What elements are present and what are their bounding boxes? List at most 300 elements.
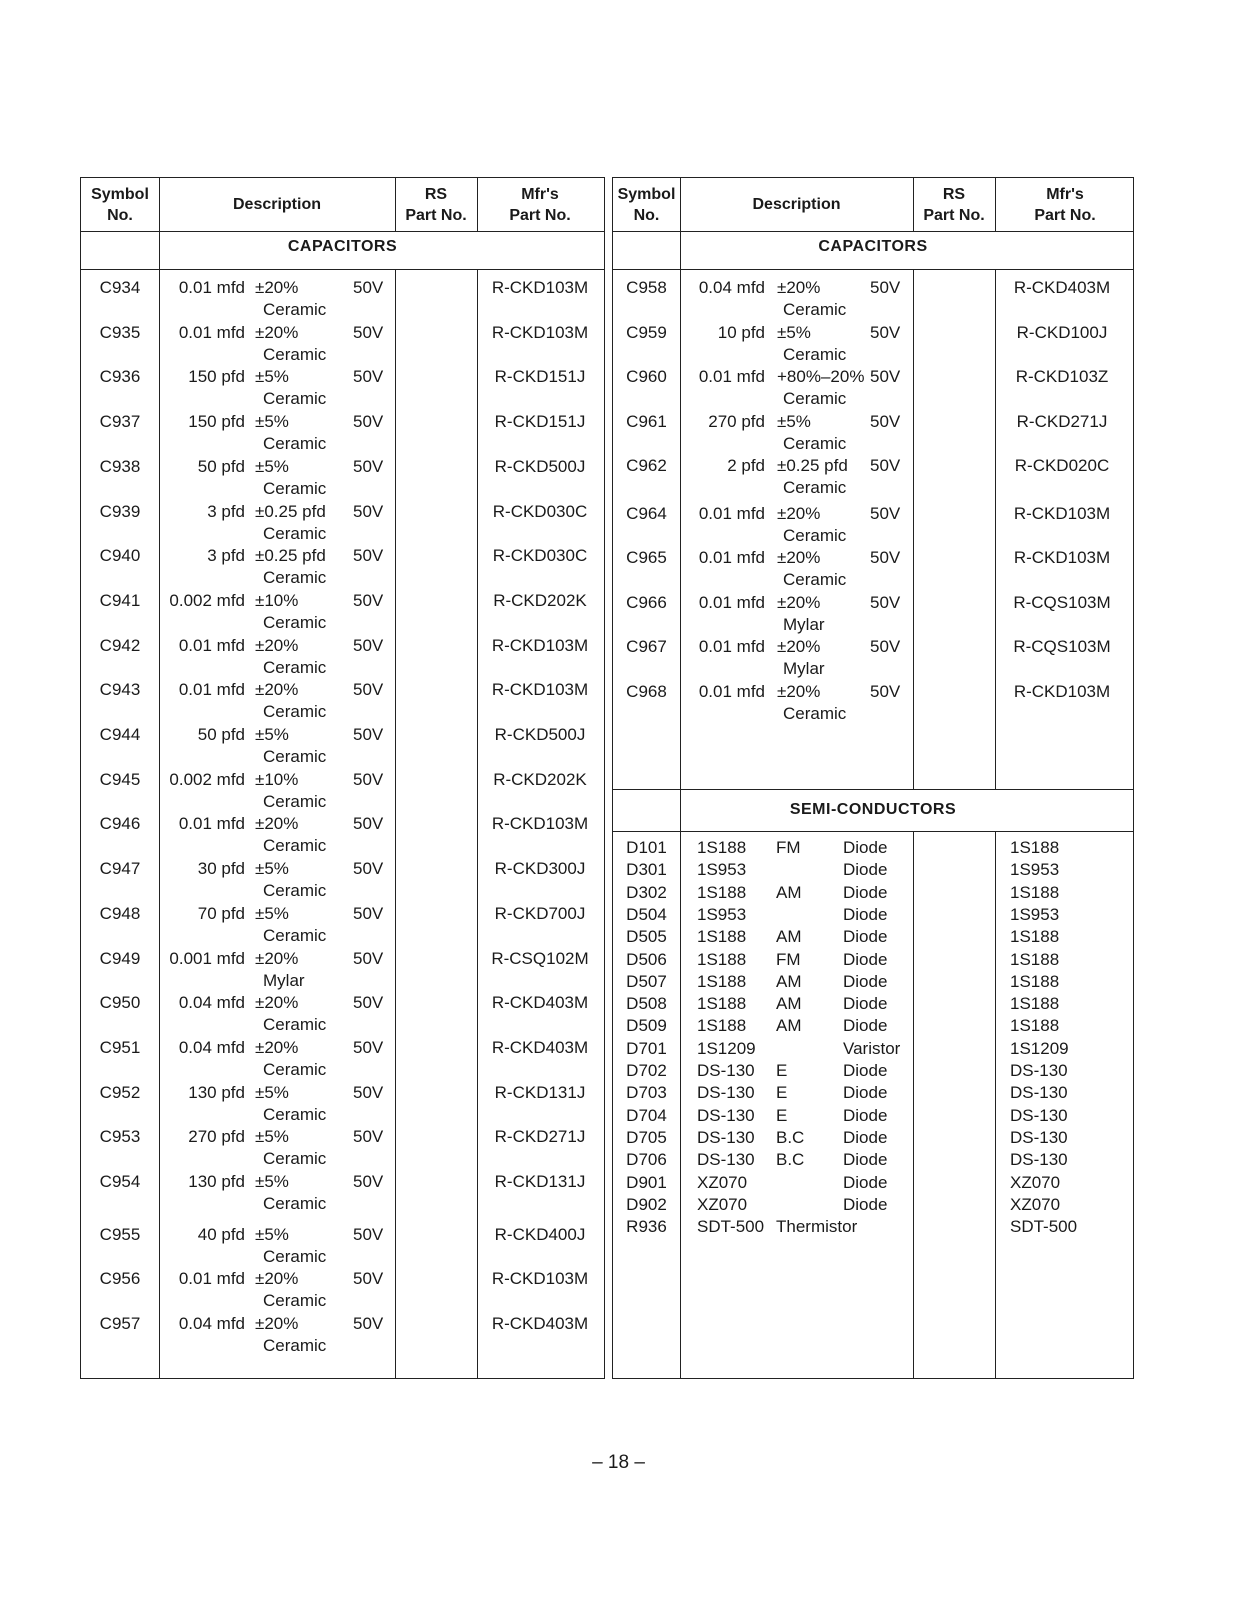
tolerance: ±20% [255,635,299,655]
semiconductor-part: XZ070 [697,1194,748,1214]
capacitor-row [81,725,604,769]
capacitor-row [81,1038,604,1082]
dielectric-type: Ceramic [263,836,327,856]
dielectric-type: Ceramic [783,703,847,723]
mfr-part-no: SDT-500 [1010,1217,1078,1237]
tolerance: ±5% [255,903,289,923]
dielectric-type: Ceramic [783,389,847,408]
voltage-rating: 50V [353,680,384,700]
tolerance: ±0.25 pfd [777,456,848,475]
capacitance-value: 0.01 mfd [178,680,245,700]
dielectric-type: Mylar [783,659,825,678]
symbol-no: C967 [626,637,667,656]
symbol-no: D101 [626,838,667,857]
section-rule [81,269,604,270]
dielectric-type: Ceramic [263,791,327,811]
mfr-part-no: R-CKD103M [491,635,589,655]
tolerance: ±20% [255,278,299,297]
mfr-part-no-header: Mfr's Part No. [1034,185,1096,224]
voltage-rating: 50V [870,411,901,431]
voltage-rating: 50V [353,501,384,521]
mfr-part-no: R-CKD103M [491,278,589,297]
symbol-no: C968 [626,681,667,701]
dielectric-type: Ceramic [263,568,327,588]
voltage-rating: 50V [353,993,384,1013]
tolerance: ±10% [255,769,299,789]
semiconductor-part: 1S188 [697,927,747,947]
dielectric-type: Ceramic [263,478,327,498]
symbol-no: D302 [626,882,667,902]
capacitance-value: 0.002 mfd [169,769,245,789]
voltage-rating: 50V [353,322,384,342]
voltage-rating: 50V [353,278,384,297]
capacitor-row [613,456,1133,500]
description-header: Description [232,196,321,213]
section-rule [613,269,1133,270]
mfr-part-no: R-CSQ102M [491,948,589,968]
symbol-no: C940 [99,546,141,566]
semiconductor-row [613,883,1133,905]
dielectric-type: Ceramic [263,1104,327,1124]
symbol-no: C939 [99,501,141,521]
device-kind: Diode [843,1105,888,1125]
mfr-part-no: R-CKD403M [491,993,589,1013]
capacitance-value: 2 pfd [727,456,765,475]
semiconductor-part: DS-130 [697,1127,755,1147]
band-label: FM [776,838,801,857]
capacitance-value: 3 pfd [207,546,245,566]
capacitor-row [81,278,604,322]
symbol-no: D701 [626,1038,667,1058]
mfr-part-no: XZ070 [1010,1172,1061,1192]
capacitance-value: 270 pfd [188,1127,245,1147]
mfr-part-no: R-CKD103M [1013,503,1111,523]
mfr-part-no: 1S1209 [1010,1038,1069,1058]
capacitor-row [81,1225,604,1269]
symbol-no-header: Symbol No. [617,185,676,224]
dielectric-type: Mylar [783,614,825,634]
tolerance: ±20% [255,322,299,342]
tolerance: ±5% [777,411,811,431]
dielectric-type: Ceramic [263,523,327,543]
capacitor-row [613,367,1133,411]
capacitor-row [613,637,1133,681]
tolerance: ±20% [255,680,299,700]
symbol-no: D706 [626,1150,667,1170]
dielectric-type: Ceramic [263,925,327,945]
mfr-part-no: R-CKD403M [491,1314,589,1334]
symbol-no: D704 [626,1105,667,1125]
semiconductor-part: XZ070 [697,1172,748,1192]
symbol-no: D507 [626,971,667,991]
device-kind: Diode [843,971,888,991]
mfr-part-no: R-CKD500J [494,725,586,744]
dielectric-type: Ceramic [263,344,327,364]
device-kind: Diode [843,994,888,1014]
capacitor-row [81,591,604,635]
symbol-no: C951 [99,1037,141,1057]
capacitor-row [613,323,1133,367]
symbol-no: D703 [626,1083,667,1103]
mfr-part-no: 1S188 [1010,971,1060,991]
voltage-rating: 50V [353,456,384,476]
mfr-part-no: R-CKD100J [1016,322,1108,342]
capacitance-value: 0.04 mfd [178,1037,245,1057]
section-title-capacitors: CAPACITORS [818,238,928,255]
symbol-no: D505 [626,927,667,947]
tolerance: ±5% [255,1127,289,1147]
symbol-no: C964 [626,503,667,523]
voltage-rating: 50V [870,456,901,475]
semiconductor-part: 1S188 [697,949,747,969]
symbol-no: C954 [99,1172,141,1191]
symbol-no: C947 [99,859,141,879]
voltage-rating: 50V [353,725,384,744]
band-label: E [776,1061,788,1080]
capacitor-row [81,1269,604,1313]
dielectric-type: Ceramic [783,570,847,589]
tolerance: ±20% [777,278,821,297]
symbol-no-header: Symbol No. [91,185,149,224]
capacitance-value: 130 pfd [188,1172,245,1191]
mfr-part-no: R-CKD403M [1013,278,1111,297]
symbol-no: D506 [626,949,667,969]
dielectric-type: Ceramic [263,702,327,722]
device-kind: Diode [843,882,888,902]
voltage-rating: 50V [353,1127,384,1147]
band-label: E [776,1105,788,1125]
tolerance: ±5% [777,322,811,342]
capacitor-row [81,770,604,814]
symbol-no: D508 [626,994,667,1014]
semiconductor-row [613,905,1133,927]
mfr-part-no: 1S188 [1010,882,1060,902]
voltage-rating: 50V [870,322,901,342]
device-kind: Diode [843,1194,888,1214]
tolerance: ±20% [777,548,821,567]
band-label: AM [776,882,802,902]
mfr-part-no: R-CKD103M [1013,548,1111,567]
voltage-rating: 50V [870,681,901,701]
dielectric-type: Ceramic [263,1336,327,1356]
rs-part-no-header: RS Part No. [923,185,985,224]
device-kind: Varistor [843,1038,901,1058]
semiconductor-row [613,1039,1133,1061]
capacitance-value: 0.01 mfd [698,637,765,656]
capacitance-value: 0.01 mfd [698,367,765,386]
capacitor-row [81,1083,604,1127]
semiconductor-part: 1S1209 [697,1038,756,1058]
device-kind: Diode [843,1172,888,1192]
mfr-part-no: R-CKD103M [491,322,589,342]
capacitance-value: 0.01 mfd [698,548,765,567]
mfr-part-no-header: Mfr's Part No. [509,185,571,224]
tolerance: ±5% [255,1172,289,1191]
mfr-part-no: R-CKD030C [492,546,588,566]
band-label: E [776,1083,788,1103]
capacitance-value: 0.01 mfd [698,503,765,523]
tolerance: ±20% [255,814,299,834]
band-label: FM [776,949,801,969]
capacitance-value: 0.001 mfd [169,948,245,968]
semiconductor-part: DS-130 [697,1083,755,1103]
capacitance-value: 150 pfd [188,367,245,387]
tolerance: ±20% [777,592,821,612]
header-rule [613,231,1133,232]
tolerance: ±20% [777,503,821,523]
mfr-part-no: R-CKD103M [491,680,589,700]
capacitor-row [81,904,604,948]
header-rule [81,231,604,232]
capacitance-value: 150 pfd [188,412,245,432]
mfr-part-no: R-CKD403M [491,1037,589,1057]
left-parts-table [80,177,605,1379]
semiconductor-row [613,1128,1133,1150]
semiconductor-row [613,972,1133,994]
voltage-rating: 50V [353,948,384,968]
symbol-no: C966 [626,592,667,612]
tolerance: ±5% [255,456,289,476]
mfr-part-no: R-CKD500J [494,456,586,476]
capacitor-row [81,502,604,546]
voltage-rating: 50V [353,859,384,879]
tolerance: ±5% [255,367,289,387]
dielectric-type: Ceramic [263,657,327,677]
dielectric-type: Ceramic [783,478,847,497]
capacitance-value: 50 pfd [197,725,245,744]
symbol-no: C957 [99,1314,141,1334]
semiconductor-part: 1S188 [697,838,747,857]
voltage-rating: 50V [870,637,901,656]
capacitance-value: 0.01 mfd [178,635,245,655]
mfr-part-no: R-CKD700J [494,903,586,923]
description-header: Description [752,196,841,213]
voltage-rating: 50V [353,1037,384,1057]
mfr-part-no: DS-130 [1010,1083,1068,1103]
symbol-no: C949 [99,948,141,968]
semiconductor-part: 1S188 [697,994,747,1014]
mfr-part-no: DS-130 [1010,1061,1068,1080]
mfr-part-no: R-CKD131J [494,1082,586,1102]
semiconductor-row [613,927,1133,949]
mfr-part-no: R-CKD131J [494,1172,586,1191]
semiconductor-row [613,994,1133,1016]
mfr-part-no: 1S953 [1010,860,1060,880]
capacitor-row [81,1314,604,1358]
tolerance: ±20% [777,637,821,656]
device-kind: Diode [843,1150,888,1170]
mfr-part-no: R-CKD400J [494,1224,586,1244]
capacitance-value: 0.002 mfd [169,590,245,610]
mfr-part-no: DS-130 [1010,1127,1068,1147]
voltage-rating: 50V [870,592,901,612]
capacitance-value: 0.01 mfd [178,1269,245,1289]
semiconductor-row [613,950,1133,972]
mfr-part-no: R-CKD103M [491,814,589,834]
semiconductor-part: 1S188 [697,882,747,902]
capacitance-value: 0.01 mfd [178,814,245,834]
capacitance-value: 0.04 mfd [698,278,765,297]
device-kind: Diode [843,949,888,969]
band-label: AM [776,1016,802,1036]
tolerance: ±20% [777,681,821,701]
semiconductor-row [613,1016,1133,1038]
tolerance: ±5% [255,1224,289,1244]
device-kind: Diode [843,904,888,924]
tolerance: +80%–20% [777,367,865,386]
device-kind: Diode [843,1127,888,1147]
symbol-no: D901 [626,1172,667,1192]
symbol-no: C955 [99,1224,141,1244]
symbol-no: C936 [99,367,141,387]
semiconductor-row [613,1217,1133,1239]
section-title-capacitors: CAPACITORS [287,238,398,255]
mfr-part-no: R-CQS103M [1013,592,1111,612]
mfr-part-no: R-CKD202K [493,590,587,610]
mfr-part-no: R-CKD300J [494,859,586,879]
capacitor-row [81,367,604,411]
voltage-rating: 50V [353,1269,384,1289]
section-rule [613,789,1133,790]
dielectric-type: Ceramic [263,389,327,409]
semiconductor-row [613,860,1133,882]
voltage-rating: 50V [353,1172,384,1191]
symbol-no: C946 [99,814,141,834]
band-label: Thermistor [776,1217,858,1237]
mfr-part-no: R-CKD020C [1014,456,1110,475]
right-parts-table [612,177,1134,1379]
device-kind: Diode [843,1061,888,1080]
semiconductor-part: 1S188 [697,971,747,991]
mfr-part-no: R-CKD103M [491,1269,589,1289]
symbol-no: R936 [626,1217,667,1237]
capacitor-row [613,412,1133,456]
mfr-part-no: 1S953 [1010,904,1060,924]
dielectric-type: Ceramic [783,300,847,319]
symbol-no: D509 [626,1016,667,1036]
device-kind: Diode [843,1083,888,1103]
symbol-no: C961 [626,411,667,431]
mfr-part-no: R-CKD271J [1016,411,1108,431]
dielectric-type: Ceramic [263,434,327,454]
band-label: AM [776,994,802,1014]
capacitor-row [613,682,1133,726]
capacitor-row [81,636,604,680]
voltage-rating: 50V [353,367,384,387]
capacitance-value: 0.01 mfd [698,592,765,612]
symbol-no: D705 [626,1127,667,1147]
dielectric-type: Ceramic [263,1291,327,1311]
capacitor-row [81,412,604,456]
voltage-rating: 50V [353,814,384,834]
tolerance: ±0.25 pfd [255,501,326,521]
symbol-no: C935 [99,322,141,342]
symbol-no: D702 [626,1061,667,1080]
semiconductor-part: 1S953 [697,860,747,880]
capacitor-row [81,457,604,501]
symbol-no: C959 [626,322,667,342]
tolerance: ±20% [255,1037,299,1057]
semiconductor-part: DS-130 [697,1105,755,1125]
dielectric-type: Ceramic [263,1194,327,1213]
symbol-no: C934 [99,278,141,297]
voltage-rating: 50V [353,1314,384,1334]
capacitor-row [81,993,604,1037]
capacitance-value: 3 pfd [207,501,245,521]
voltage-rating: 50V [353,590,384,610]
dielectric-type: Ceramic [263,612,327,632]
symbol-no: D301 [626,860,667,880]
voltage-rating: 50V [353,903,384,923]
semiconductor-row [613,1083,1133,1105]
capacitance-value: 0.01 mfd [178,278,245,297]
dielectric-type: Ceramic [783,344,847,364]
capacitor-row [613,548,1133,592]
page-number: – 18 – [592,1452,645,1473]
capacitor-row [81,546,604,590]
band-label: B.C [776,1150,805,1170]
capacitor-row [81,1172,604,1216]
capacitance-value: 130 pfd [188,1082,245,1102]
symbol-no: C944 [99,725,141,744]
semiconductor-row [613,1195,1133,1217]
mfr-part-no: R-CKD103M [1013,681,1111,701]
capacitor-row [613,278,1133,322]
voltage-rating: 50V [353,769,384,789]
symbol-no: C941 [99,590,141,610]
symbol-no: C958 [626,278,667,297]
tolerance: ±5% [255,1082,289,1102]
device-kind: Diode [843,838,888,857]
semiconductor-part: SDT-500 [697,1217,765,1237]
dielectric-type: Ceramic [263,1059,327,1079]
dielectric-type: Ceramic [263,747,327,766]
capacitor-row [81,1127,604,1171]
capacitor-row [81,814,604,858]
symbol-no: D902 [626,1194,667,1214]
capacitance-value: 70 pfd [197,903,245,923]
tolerance: ±5% [255,725,289,744]
voltage-rating: 50V [870,503,901,523]
voltage-rating: 50V [870,548,901,567]
symbol-no: C945 [99,769,141,789]
device-kind: Diode [843,927,888,947]
symbol-no: C952 [99,1082,141,1102]
voltage-rating: 50V [353,546,384,566]
capacitor-row [81,859,604,903]
band-label: AM [776,971,802,991]
tolerance: ±20% [255,1269,299,1289]
mfr-part-no: DS-130 [1010,1105,1068,1125]
section-rule [613,831,1133,832]
band-label: AM [776,927,802,947]
capacitor-row [613,504,1133,548]
dielectric-type: Ceramic [263,1015,327,1035]
capacitance-value: 10 pfd [717,322,765,342]
dielectric-type: Ceramic [263,300,327,319]
device-kind: Diode [843,860,888,880]
capacitor-row [613,593,1133,637]
capacitor-row [81,949,604,993]
voltage-rating: 50V [870,278,901,297]
tolerance: ±20% [255,993,299,1013]
tolerance: ±5% [255,859,289,879]
tolerance: ±20% [255,1314,299,1334]
dielectric-type: Ceramic [263,1149,327,1169]
mfr-part-no: DS-130 [1010,1150,1068,1170]
semiconductor-row [613,838,1133,860]
symbol-no: C953 [99,1127,141,1147]
